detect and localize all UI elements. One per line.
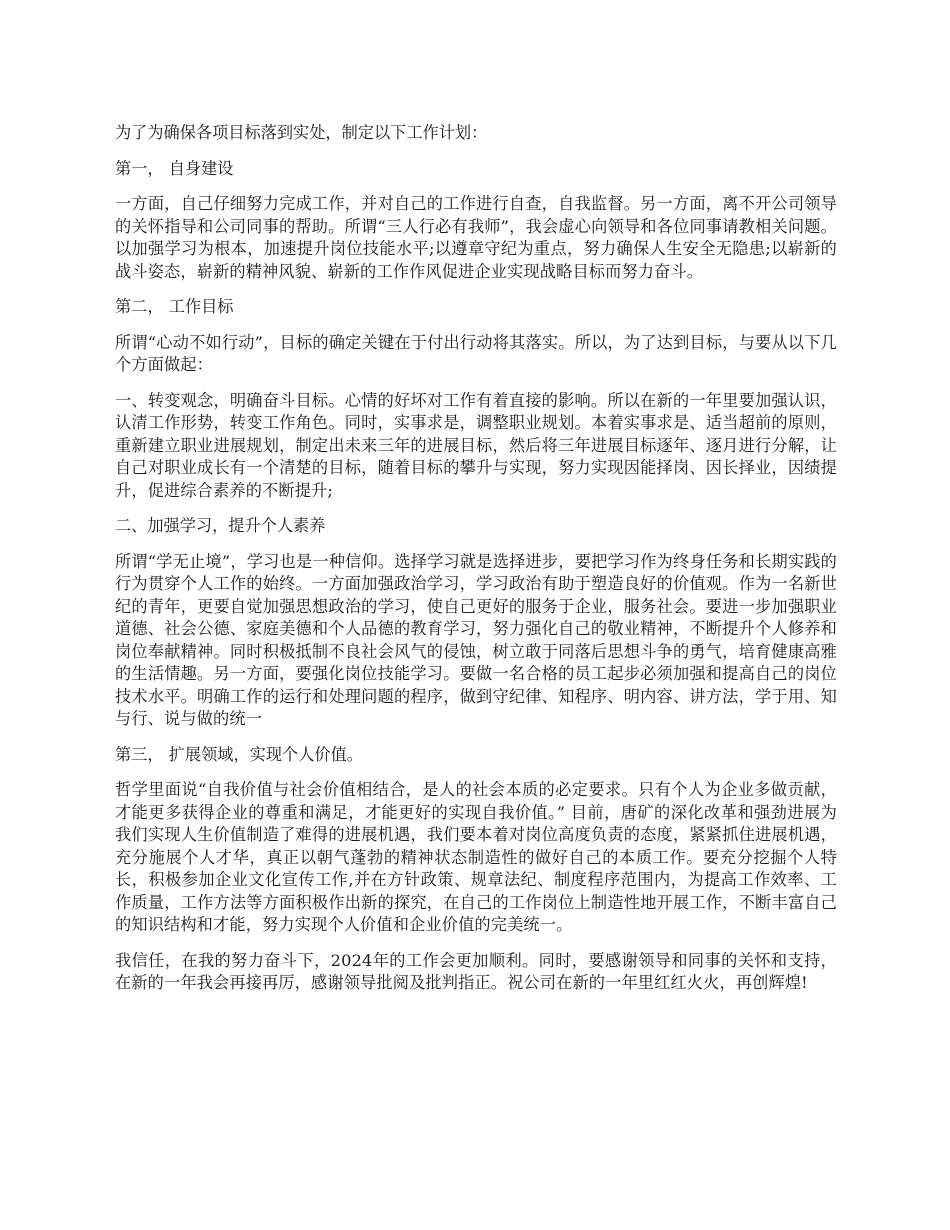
section-3-heading: 第三， 扩展领域，实现个人价值。 bbox=[115, 744, 363, 764]
intro-line: 为了为确保各项目标落到实处，制定以下工作计划： bbox=[115, 123, 488, 142]
section-1-heading: 第一， 自身建设 bbox=[115, 158, 234, 178]
closing-paragraph: 我信任，在我的努力奋斗下，2024年的工作会更加顺利。同时，要感谢领导和同事的关怀和支持，在新的一年我会再接再厉，感谢领导批阅及批判指正。祝公司在新的一年里红红火火，再创辉煌! bbox=[115, 950, 837, 992]
section-1-paragraph: 一方面，自己仔细努力完成工作，并对自己的工作进行自查，自我监督。另一方面，离不开公司领导的关怀指导和公司同事的帮助。所谓“三人行必有我师”，我会虚心向领导和各位同事请教相关问题。以加强学习为根本，加速提升岗位技能水平;以遵章守纪为重点，努力确保人生安全无隐患;以崭新的战斗姿态，崭新的精神风貌、崭新的工作作风促进企业实现战略目标而努力奋斗。 bbox=[115, 194, 837, 281]
document-body bbox=[115, 122, 837, 995]
section-2-subheading: 二、加强学习，提升个人素养 bbox=[115, 516, 326, 535]
section-2-paragraph-1: 所谓“心动不如行动”，目标的确定关键在于付出行动将其落实。所以，为了达到目标，与要从以下几个方面做起： bbox=[115, 332, 837, 374]
section-2-paragraph-2: 一、转变观念，明确奋斗目标。心情的好坏对工作有着直接的影响。所以在新的一年里要加强认识，认清工作形势，转变工作角色。同时，实事求是，调整职业规划。本着实事求是、适当超前的原则，重新建立职业进展规划，制定出未来三年的进展目标，然后将三年进展目标逐年、逐月进行分解，让自己对职业成长有一个清楚的目标，随着目标的攀升与实现，努力实现因能择岗、因长择业，因绩提升，促进综合素养的不断提升; bbox=[115, 390, 837, 500]
section-3-paragraph: 哲学里面说“自我价值与社会价值相结合，是人的社会本质的必定要求。只有个人为企业多做贡献，才能更多获得企业的尊重和满足，才能更好的实现自我价值。” 目前，唐矿的深化改革和强劲进展为我们实现人生价值制造了难得的进展机遇，我们要本着对岗位高度负责的态度，紧紧抓住进展机遇，充分施展个人才华，真正以朝气蓬勃的精神状态制造性的做好自己的本质工作。要充分挖掘个人特长，积极参加企业文化宣传工作,并在方针政策、规章法纪、制度程序范围内，为提高工作效率、工作质量，工作方法等方面积极作出新的探究，在自己的工作岗位上制造性地开展工作，不断丰富自己的知识结构和才能，努力实现个人价值和企业价值的完美统一。 bbox=[115, 780, 837, 934]
section-2-paragraph-3: 所谓“学无止境”，学习也是一种信仰。选择学习就是选择进步，要把学习作为终身任务和长期实践的行为贯穿个人工作的始终。一方面加强政治学习，学习政治有助于塑造良好的价值观。作为一名新世纪的青年，更要自觉加强思想政治的学习，使自己更好的服务于企业，服务社会。要进一步加强职业道德、社会公德、家庭美德和个人品德的教育学习，努力强化自己的敬业精神，不断提升个人修养和岗位奉献精神。同时积极抵制不良社会风气的侵蚀，树立敢于同落后思想斗争的勇气，培育健康高雅的生活情趣。另一方面，要强化岗位技能学习。要做一名合格的员工起步必须加强和提高自己的岗位技术水平。明确工作的运行和处理问题的程序，做到守纪律、知程序、明内容、讲方法，学于用、知与行、说与做的统一 bbox=[115, 551, 837, 728]
section-2-heading: 第二， 工作目标 bbox=[115, 297, 234, 316]
